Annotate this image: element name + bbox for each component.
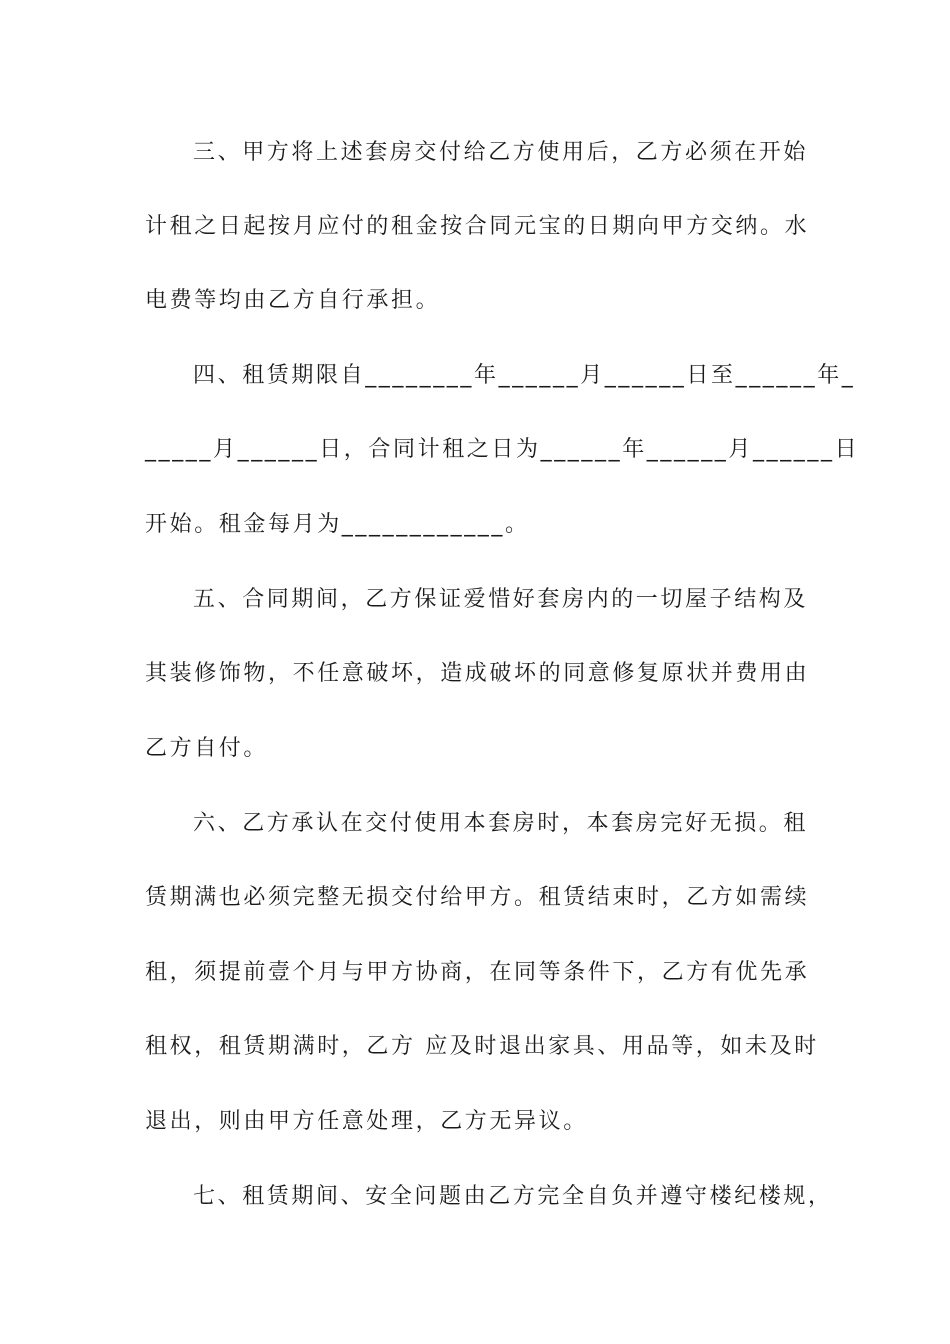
clause-6-line-1: 六、乙方承认在交付使用本套房时，本套房完好无损。租	[193, 811, 809, 836]
clause-3-line-3: 电费等均由乙方自行承担。	[145, 288, 441, 313]
clause-3-line-1: 三、甲方将上述套房交付给乙方使用后，乙方必须在开始	[193, 140, 809, 165]
clause-7-line-1: 七、租赁期间、安全问题由乙方完全自负并遵守楼纪楼规，	[193, 1184, 833, 1209]
clause-3-line-2: 计租之日起按月应付的租金按合同元宝的日期向甲方交纳。水	[145, 214, 810, 239]
clause-6-line-5: 退出，则由甲方任意处理，乙方无异议。	[145, 1109, 588, 1134]
clause-4-line-3: 开始。租金每月为____________。	[145, 512, 530, 537]
clause-6-line-2: 赁期满也必须完整无损交付给甲方。租赁结束时，乙方如需续	[145, 885, 810, 910]
clause-5-line-1: 五、合同期间，乙方保证爱惜好套房内的一切屋子结构及	[193, 587, 809, 612]
clause-4-line-2: _____月______日，合同计租之日为______年______月______日	[145, 437, 860, 462]
clause-4-line-1: 四、租赁期限自________年______月______日至______年_	[193, 363, 856, 388]
clause-6-line-4: 租权，租赁期满时，乙方 应及时退出家具、用品等，如未及时	[145, 1034, 819, 1059]
clause-5-line-3: 乙方自付。	[145, 736, 269, 761]
clause-5-line-2: 其装修饰物，不任意破坏，造成破坏的同意修复原状并费用由	[145, 661, 810, 686]
clause-6-line-3: 租，须提前壹个月与甲方协商，在同等条件下，乙方有优先承	[145, 960, 810, 985]
